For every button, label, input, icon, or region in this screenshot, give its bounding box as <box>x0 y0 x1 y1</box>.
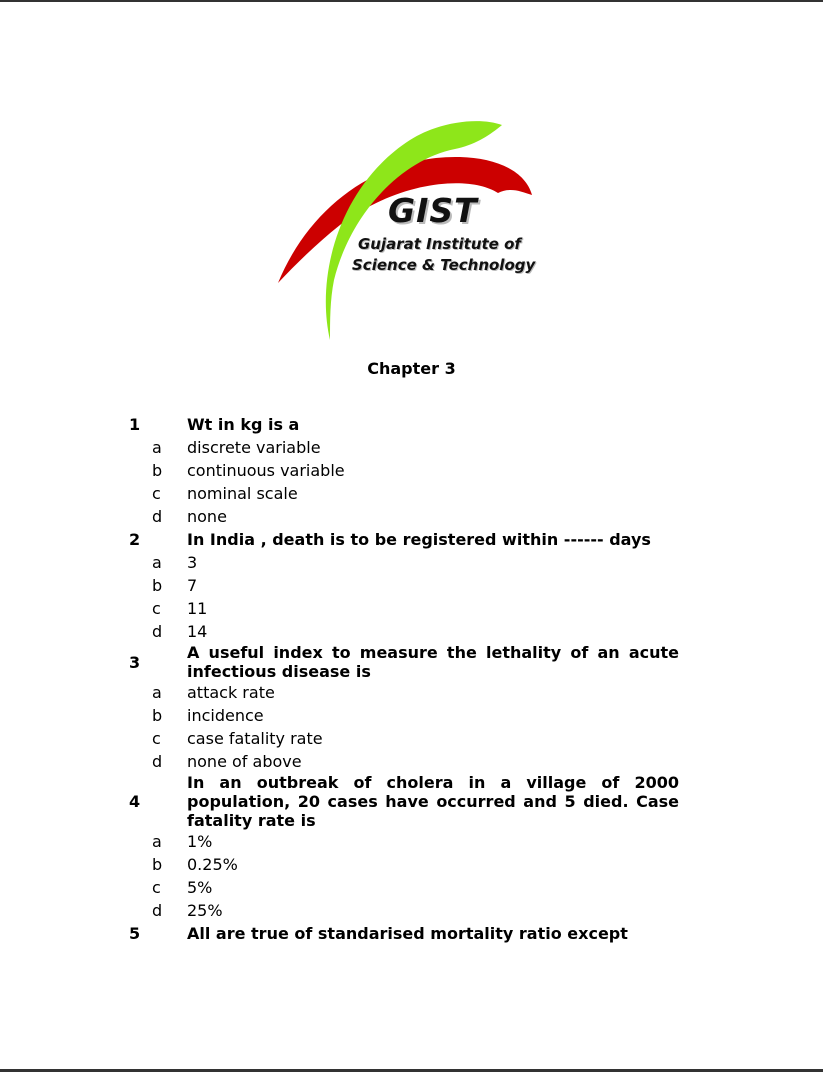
option-letter: c <box>152 729 161 748</box>
logo-line-1: Gujarat Institute of <box>358 235 521 253</box>
option-letter: b <box>152 855 163 874</box>
option-letter: d <box>152 507 163 526</box>
option-row <box>0 704 823 727</box>
question-row <box>0 528 823 551</box>
option-letter: d <box>152 752 163 771</box>
option-letter: b <box>152 706 163 725</box>
option-row <box>0 436 823 459</box>
option-letter: a <box>152 683 162 702</box>
option-row <box>0 853 823 876</box>
question-number: 2 <box>129 530 141 549</box>
option-row <box>0 899 823 922</box>
option-letter: a <box>152 553 162 572</box>
question-text: All are true of standarised mortality ratio except <box>187 924 628 943</box>
question-row <box>0 643 823 681</box>
option-text: case fatality rate <box>187 729 323 748</box>
question-row <box>0 922 823 945</box>
option-row <box>0 551 823 574</box>
option-row <box>0 750 823 773</box>
question-text: Wt in kg is a <box>187 415 300 434</box>
option-row <box>0 727 823 750</box>
question-number: 4 <box>129 792 141 811</box>
option-row <box>0 505 823 528</box>
option-row <box>0 620 823 643</box>
option-letter: b <box>152 576 163 595</box>
question-number: 1 <box>129 415 141 434</box>
option-text: 5% <box>187 878 213 897</box>
option-row <box>0 681 823 704</box>
option-letter: a <box>152 438 162 457</box>
option-row <box>0 482 823 505</box>
option-text: 11 <box>187 599 208 618</box>
option-letter: b <box>152 461 163 480</box>
option-text: 7 <box>187 576 198 595</box>
question-row <box>0 413 823 436</box>
logo-acronym: GIST <box>388 191 478 230</box>
question-text: In an outbreak of cholera in a village of 2000 population, 20 cases have occurred and 5 died. Case fatality rate is <box>187 773 679 830</box>
option-letter: c <box>152 878 161 897</box>
option-letter: a <box>152 832 162 851</box>
option-text: none of above <box>187 752 302 771</box>
question-list <box>0 413 823 945</box>
option-text: 14 <box>187 622 208 641</box>
option-letter: d <box>152 622 163 641</box>
option-text: 25% <box>187 901 223 920</box>
option-letter: c <box>152 599 161 618</box>
option-row <box>0 574 823 597</box>
option-text: nominal scale <box>187 484 298 503</box>
option-text: attack rate <box>187 683 275 702</box>
option-letter: d <box>152 901 163 920</box>
option-row <box>0 876 823 899</box>
top-rule <box>0 0 823 2</box>
question-number: 5 <box>129 924 141 943</box>
logo-line-2: Science & Technology <box>352 256 536 274</box>
question-text: In India , death is to be registered within ------ days <box>187 530 651 549</box>
gist-logo-swoosh-icon <box>270 115 560 345</box>
chapter-title: Chapter 3 <box>367 359 456 378</box>
option-row <box>0 459 823 482</box>
option-letter: c <box>152 484 161 503</box>
option-text: 1% <box>187 832 213 851</box>
option-text: incidence <box>187 706 264 725</box>
option-row <box>0 597 823 620</box>
option-text: 3 <box>187 553 198 572</box>
question-text: A useful index to measure the lethality of an acute infectious disease is <box>187 643 679 681</box>
option-row <box>0 830 823 853</box>
question-row <box>0 773 823 830</box>
question-number: 3 <box>129 652 141 672</box>
option-text: discrete variable <box>187 438 321 457</box>
gist-logo <box>270 115 560 345</box>
option-text: 0.25% <box>187 855 238 874</box>
option-text: continuous variable <box>187 461 345 480</box>
option-text: none <box>187 507 227 526</box>
